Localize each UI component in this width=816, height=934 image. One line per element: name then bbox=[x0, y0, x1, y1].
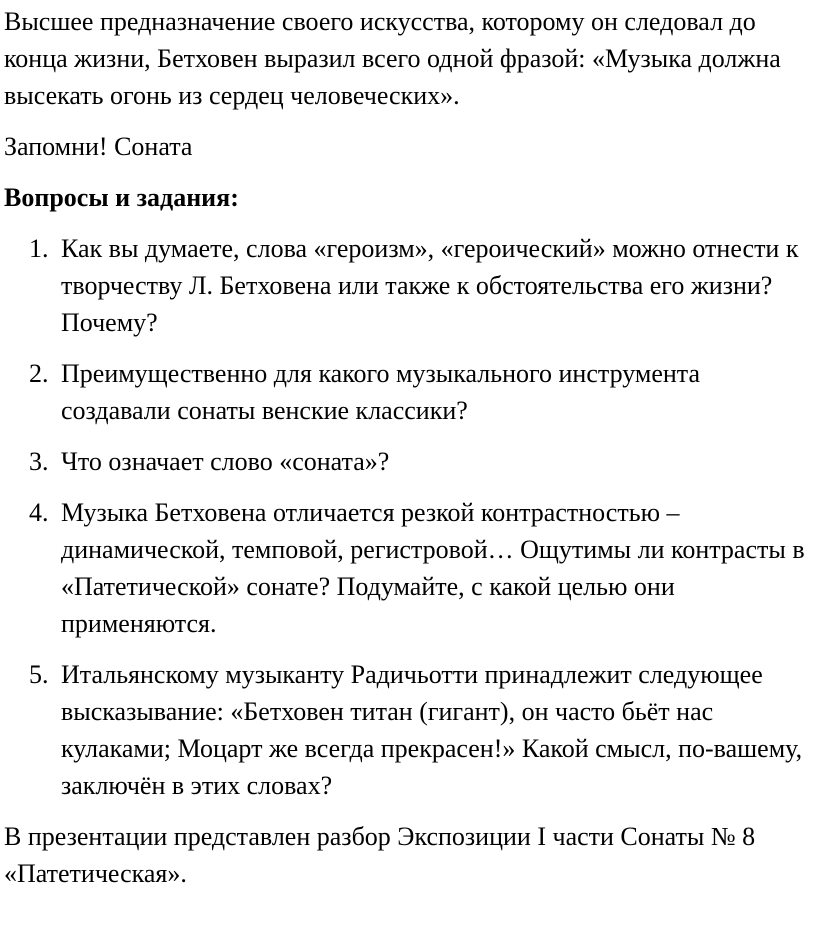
question-item bbox=[4, 656, 812, 804]
question-number: 1. bbox=[29, 234, 49, 263]
question-text: Как вы думаете, слова «героизм», «героический» можно отнести к творчеству Л. Бетховена или также к обстоятельства его жизни? Почему? bbox=[61, 234, 799, 337]
question-number: 4. bbox=[29, 498, 49, 527]
question-number: 5. bbox=[29, 660, 49, 689]
question-text: Итальянскому музыканту Радичьотти принадлежит следующее высказывание: «Бетховен титан (гигант), он часто бьёт нас кулаками; Моцарт же всегда прекрасен!» Какой смысл, по-вашему, заключён в этих словах? bbox=[61, 660, 803, 800]
question-text: Музыка Бетховена отличается резкой контрастностью – динамической, темповой, регистровой… Ощутимы ли контрасты в «Патетической» сонате? Подумайте, с какой целью они применяются. bbox=[61, 498, 805, 638]
document-page bbox=[4, 0, 812, 892]
questions-list bbox=[4, 230, 812, 804]
question-item bbox=[4, 443, 812, 480]
question-text: Преимущественно для какого музыкального инструмента создавали сонаты венские классики? bbox=[61, 359, 701, 425]
question-number: 2. bbox=[29, 359, 49, 388]
question-text: Что означает слово «соната»? bbox=[61, 447, 390, 476]
question-number: 3. bbox=[29, 447, 49, 476]
outro-paragraph: В презентации представлен разбор Экспозиции I части Сонаты № 8 «Патетическая». bbox=[4, 822, 756, 888]
questions-heading: Вопросы и задания: bbox=[4, 183, 239, 212]
question-item bbox=[4, 494, 812, 642]
intro-paragraph: Высшее предназначение своего искусства, которому он следовал до конца жизни, Бетховен выразил всего одной фразой: «Музыка должна высекать огонь из сердец человеческих». bbox=[4, 7, 781, 110]
remember-line: Запомни! Соната bbox=[4, 132, 193, 161]
question-item bbox=[4, 230, 812, 341]
question-item bbox=[4, 355, 812, 429]
